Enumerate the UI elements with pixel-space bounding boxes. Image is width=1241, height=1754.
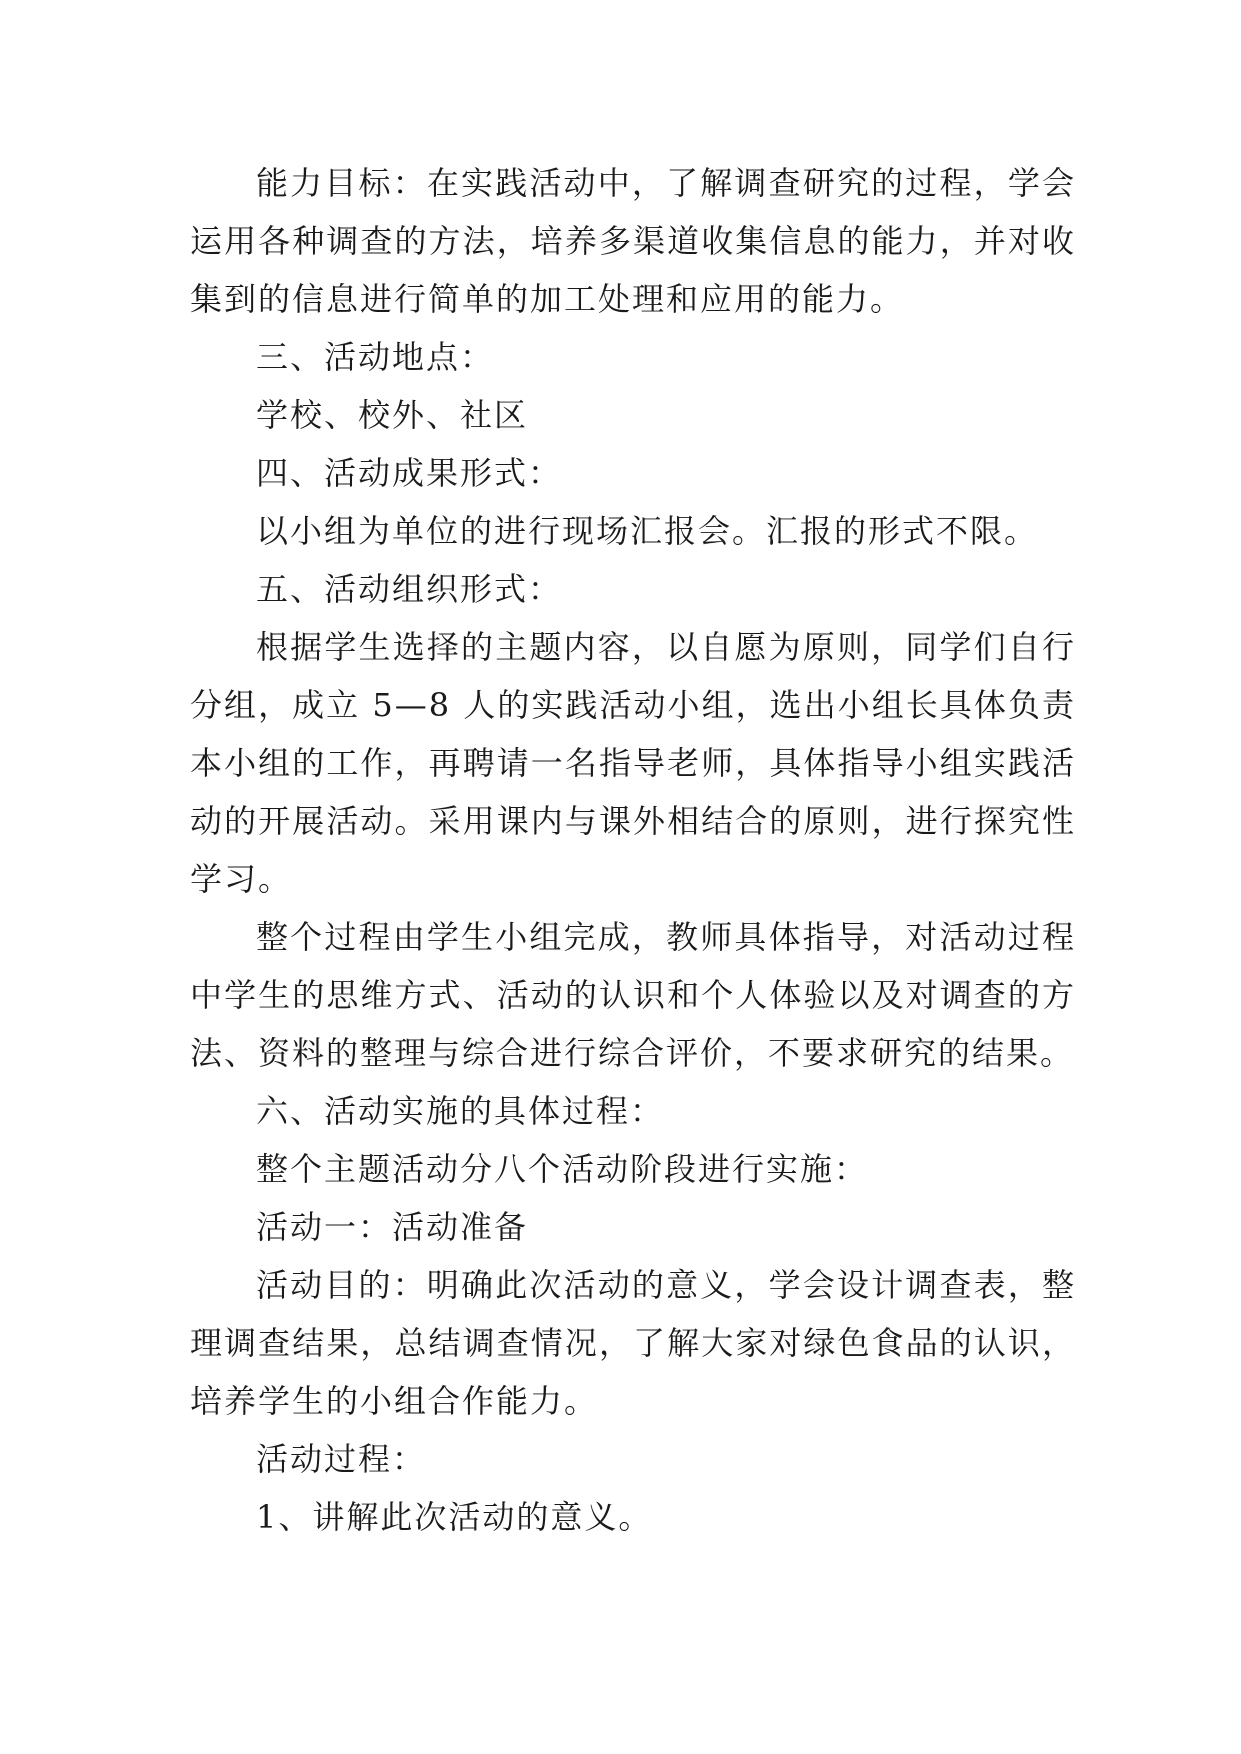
heading-activity-process: 活动过程： [256, 1440, 427, 1478]
heading-activity-one: 活动一：活动准备 [256, 1208, 529, 1246]
paragraph-result-form: 以小组为单位的进行现场汇报会。汇报的形式不限。 [256, 512, 1039, 550]
paragraph-locations: 学校、校外、社区 [256, 396, 529, 434]
paragraph-eight-stages: 整个主题活动分八个活动阶段进行实施： [256, 1150, 869, 1188]
document-body [190, 154, 1076, 1546]
heading-implementation: 六、活动实施的具体过程： [256, 1092, 665, 1130]
paragraph-grouping: 根据学生选择的主题内容，以自愿为原则，同学们自行分组，成立 5—8 人的实践活动小组，选出小组长具体负责本小组的工作，再聘请一名指导老师，具体指导小组实践活动的开展活动。采用课内与课外相结合的原则，进行探究性学习。 [190, 628, 1076, 898]
paragraph-ability-goal: 能力目标：在实践活动中，了解调查研究的过程，学会运用各种调查的方法，培养多渠道收集信息的能力，并对收集到的信息进行简单的加工处理和应用的能力。 [190, 164, 1076, 318]
paragraph-activity-purpose: 活动目的：明确此次活动的意义，学会设计调查表，整理调查结果，总结调查情况，了解大家对绿色食品的认识，培养学生的小组合作能力。 [190, 1266, 1076, 1420]
heading-activity-location: 三、活动地点： [256, 338, 495, 376]
list-item-1: 1、讲解此次活动的意义。 [256, 1498, 653, 1536]
heading-result-form: 四、活动成果形式： [256, 454, 563, 492]
heading-organization-form: 五、活动组织形式： [256, 570, 563, 608]
paragraph-evaluation: 整个过程由学生小组完成，教师具体指导，对活动过程中学生的思维方式、活动的认识和个人体验以及对调查的方法、资料的整理与综合进行综合评价，不要求研究的结果。 [190, 918, 1076, 1072]
